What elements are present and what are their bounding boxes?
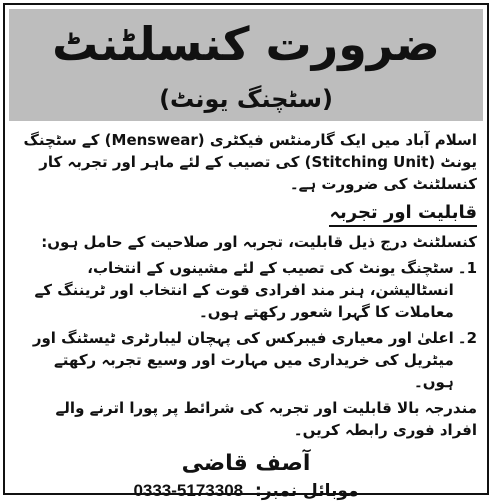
item-number: 2۔ — [457, 329, 477, 347]
contact-phone — [15, 479, 477, 503]
ad-body — [15, 129, 477, 501]
closing-paragraph: مندرجہ بالا قابلیت اور تجربہ کی شرائط پر پورا اترنے والے افراد فوری رابطہ کریں۔ — [55, 399, 477, 439]
phone-number[interactable]: 0333-5173308 — [133, 481, 244, 500]
ad-subtitle: (سٹچنگ یونٹ) — [159, 85, 333, 113]
qualification-item — [15, 327, 477, 393]
item-number: 1۔ — [457, 259, 477, 277]
qualification-item — [15, 257, 477, 323]
item-text: سٹچنگ یونٹ کی تصیب کے لئے مشینوں کے انتخاب، انسٹالیشن، ہنر مند افرادی قوت کے انتخاب اور ٹریننگ کے معاملات کا گہرا شعور رکھتے ہوں۔ — [34, 259, 454, 321]
ad-header — [9, 9, 483, 121]
job-advertisement — [3, 3, 489, 501]
qualifications-heading: قابلیت اور تجربہ — [329, 201, 477, 227]
qualifications-lead: کنسلٹنٹ درج ذیل قابلیت، تجربہ اور صلاحیت کے حامل ہوں: — [41, 233, 477, 251]
intro-paragraph: اسلام آباد میں ایک گارمنٹس فیکٹری (Menswear) کے سٹچنگ یونٹ (Stitching Unit) کی تصیب کے لئے ماہر اور تجربہ کار کنسلٹنٹ کی ضرورت ہے۔ — [23, 131, 477, 193]
item-text: اعلیٰ اور معیاری فیبرکس کی پہچان لیبارٹری ٹیسٹنگ اور میٹریل کی خریداری میں مہارت اور وسیع تجربہ رکھتے ہوں۔ — [32, 329, 454, 391]
ad-title: ضرورت کنسلٹنٹ — [52, 17, 440, 71]
contact-name: آصف قاضی — [181, 451, 311, 476]
phone-label: موبائل نمبر: — [255, 481, 359, 501]
